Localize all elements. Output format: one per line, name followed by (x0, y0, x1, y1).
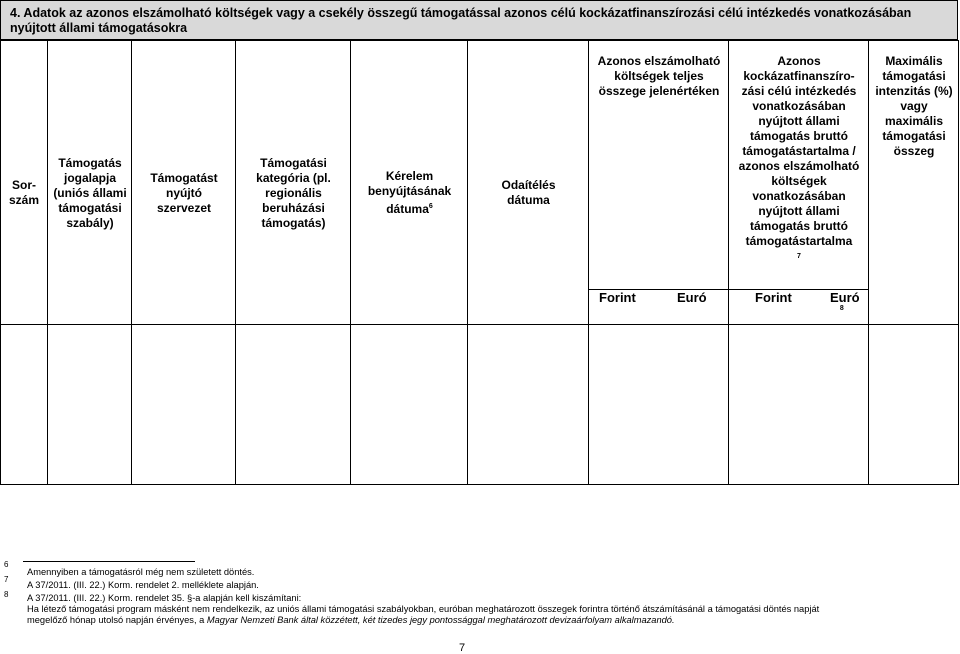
subheader-euro-2-label: Euró (830, 290, 860, 305)
footnote-ref-6: 6 (428, 203, 433, 210)
footnote-number-8: 8 (4, 590, 9, 599)
header-brutto-text (736, 54, 862, 267)
header-kerelem-datuma (352, 60, 467, 326)
col-line-2 (131, 40, 132, 485)
footnote-ref-8: 8 (839, 305, 844, 312)
footnote-text-8: A 37/2011. (III. 22.) Korm. rendelet 35. §-a alapján kell kiszámítani: (27, 593, 302, 603)
header-odaiteles-datuma (469, 60, 588, 326)
header-kerelem-text (360, 169, 460, 217)
header-brutto-tamogatastartalom (730, 54, 868, 289)
footnote-text-6: Amennyiben a támogatásról még nem született döntés. (27, 567, 255, 577)
header-koltsegek-text: Azonos elszámolható költségek teljes összege jelenértéken (597, 54, 721, 98)
header-jogalap-text: Támogatás jogalapja (uniós állami támogatási szabály) (53, 155, 127, 230)
header-max-intenzitas (870, 54, 958, 244)
header-jogalap (49, 60, 131, 326)
header-sorszam (2, 60, 46, 326)
header-kategoria (237, 60, 350, 326)
footnote-number-7: 7 (4, 575, 9, 584)
footnote-ref-7: 7 (797, 253, 801, 260)
header-koltsegek-osszege (590, 54, 728, 244)
subheader-forint-2: Forint (755, 290, 792, 305)
header-kerelem-label: Kérelem benyújtásának dátuma (367, 169, 452, 216)
col-line-7 (728, 40, 729, 485)
col-line-4 (350, 40, 351, 485)
col-line-9 (958, 40, 959, 485)
subheader-euro-2 (830, 290, 860, 312)
subheader-euro-1: Euró (677, 290, 707, 305)
footnote-number-6: 6 (4, 560, 9, 569)
footnote-8-detail-line1: Ha létező támogatási program másként nem rendelkezik, az uniós állami támogatási szabályokban, euróban meghatározott összegek forintra történő átszámításánál a támogatási döntés napját (27, 604, 820, 614)
footnote-text-7: A 37/2011. (III. 22.) Korm. rendelet 2. melléklete alapján. (27, 580, 259, 590)
section-title: 4. Adatok az azonos elszámolható költségek vagy a csekély összegű támogatással azonos célú kockázatfinanszírozási célú intézkedés vonatkozásában nyújtott állami támogatásokra (0, 0, 958, 40)
col-line-8 (868, 40, 869, 485)
subheader-forint-1: Forint (599, 290, 636, 305)
page-number: 7 (459, 642, 466, 654)
header-szervezet-text: Támogatást nyújtó szervezet (150, 170, 218, 215)
footnote-8-detail-line2-b: Magyar Nemzeti Bank által közzétett, két tizedes jegy pontossággal meghatározott devizaárfolyam alkalmazandó. (206, 615, 675, 625)
footnote-8-detail-line2 (27, 615, 675, 626)
header-sorszam-text: Sor-szám (8, 178, 40, 207)
header-brutto-label: Azonos kockázatfinanszíro-zási célú intézkedés vonatkozásában nyújtott állami támogatás bruttó támogatástartalma / azonos elszámolható költségek vonatkozásában nyújtott állami támogatás bruttó támogatástartalma (738, 54, 860, 248)
table-bottom-border (0, 484, 958, 485)
header-kategoria-text: Támogatási kategória (pl. regionális beruházási támogatás) (256, 155, 331, 230)
col-line-1 (47, 40, 48, 485)
header-max-text: Maximális támogatási intenzitás (%) vagy maximális támogatási összeg (875, 54, 953, 158)
col-line-0 (0, 40, 1, 485)
header-szervezet (133, 60, 235, 326)
col-line-6 (588, 40, 589, 485)
table-top-border (0, 40, 958, 41)
header-odaiteles-text: Odaítélés dátuma (501, 178, 556, 207)
col-line-3 (235, 40, 236, 485)
footnote-8-detail-line2-a: megelőző hónap utolsó napján érvényes, a (27, 615, 207, 625)
col-line-5 (467, 40, 468, 485)
footnote-separator (23, 561, 195, 562)
